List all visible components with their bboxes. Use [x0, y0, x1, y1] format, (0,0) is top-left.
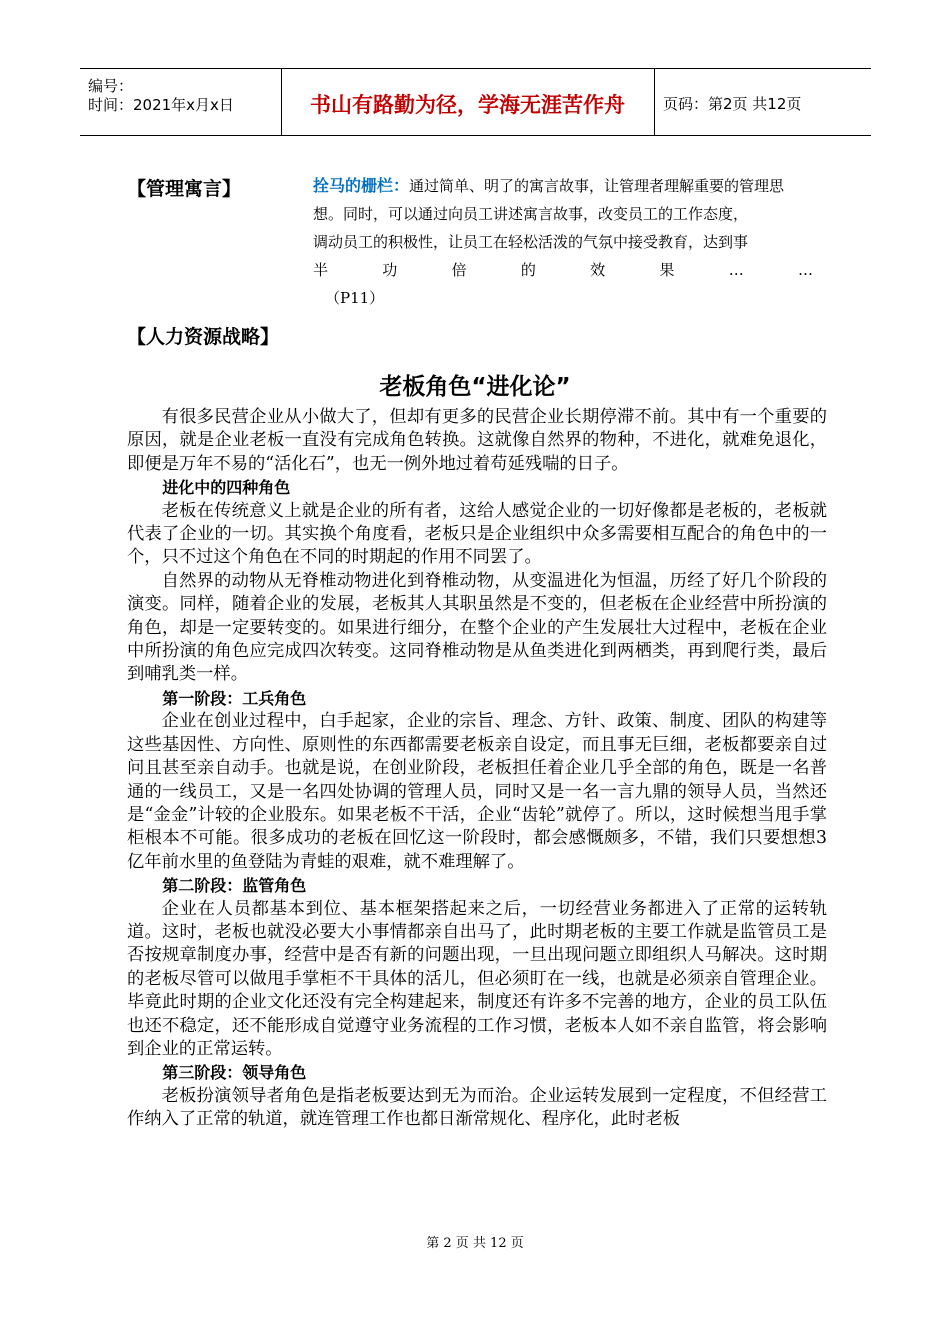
paragraph-nature: 自然界的动物从无脊椎动物进化到脊椎动物，从变温进化为恒温，历经了好几个阶段的演变。同样，随着企业的发展，老板其人其职虽然是不变的，但老板在企业经营中所扮演的角色，却是一定要转变的。如果进行细分，在整个企业的产生发展壮大过程中，老板在企业中所扮演的角色应完成四次转变。这同脊椎动物是从鱼类进化到两栖类，再到爬行类，最后到哺乳类一样。: [127, 570, 827, 685]
fable-char: 功: [382, 261, 398, 279]
fable-char: …: [797, 261, 813, 279]
article-intro: 有很多民营企业从小做大了，但却有更多的民营企业长期停滞不前。其中有一个重要的原因，就是企业老板一直没有完成角色转换。这就像自然界的物种，不进化，就难免退化，即便是万年不易的“活化石”，也无一例外地过着苟延残喘的日子。: [127, 407, 827, 474]
article-title: 老板角色“进化论”: [379, 374, 571, 400]
subheading-stage1: 第一阶段：工兵角色: [162, 688, 307, 708]
header-meta-cell: [80, 69, 282, 135]
fable-line-1: [313, 172, 828, 200]
fable-char: 半: [313, 261, 329, 279]
fable-source: （P11）: [325, 289, 385, 307]
fable-line-3: 调动员工的积极性，让员工在轻松活泼的气氛中接受教育，达到事: [313, 233, 749, 251]
header-motto: 书山有路勤为径，学海无涯苦作舟: [310, 93, 625, 117]
paragraph-stage1: 企业在创业过程中，白手起家，企业的宗旨、理念、方针、政策、制度、团队的构建等这些基因性、方向性、原则性的东西都需要老板亲自设定，而且事无巨细，老板都要亲自过问且甚至亲自动手。也就是说，在创业阶段，老板担任着企业几乎全部的角色，既是一名普通的一线员工，又是一名四处协调的管理人员，同时又是一名一言九鼎的领导人员，当然还是“金金”计较的企业股东。如果老板不干活，企业“齿轮”就停了。所以，这时候想当甩手掌柜根本不可能。很多成功的老板在回忆这一阶段时，都会感慨颇多，不错，我们只要想想3亿年前水里的鱼登陆为青蛙的艰难，就不难理解了。: [127, 711, 827, 872]
subheading-four-roles: 进化中的四种角色: [162, 478, 291, 498]
fable-char: 倍: [451, 261, 467, 279]
hr-section-label: 【人力资源战略】: [127, 326, 280, 348]
subheading-stage2: 第二阶段：监管角色: [162, 876, 307, 896]
fable-line-4: [313, 256, 813, 284]
fable-char: 的: [520, 261, 536, 279]
page-footer: 第 2 页 共 12 页: [426, 1236, 524, 1251]
paragraph-stage3: 老板扮演领导者角色是指老板要达到无为而治。企业运转发展到一定程度，不但经营工作纳入了正常的轨道，就连管理工作也都日渐常规化、程序化，此时老板: [127, 1085, 827, 1130]
header-motto-cell: [281, 69, 655, 135]
fable-block: [313, 172, 828, 312]
header-page-info: 页码：第2页 共12页: [663, 95, 802, 113]
fable-line-2: 想。同时，可以通过向员工讲述寓言故事，改变员工的工作态度，: [313, 205, 749, 223]
fable-section-label: 【管理寓言】: [127, 178, 242, 200]
fable-char: 效: [590, 261, 606, 279]
header-page-cell: [655, 69, 871, 135]
paragraph-owner: 老板在传统意义上就是企业的所有者，这给人感觉企业的一切好像都是老板的，老板就代表了企业的一切。其实换个角度看，老板只是企业组织中众多需要相互配合的角色中的一个，只不过这个角色在不同的时期起的作用不同罢了。: [127, 500, 827, 568]
article-body: [127, 406, 827, 1132]
document-number-label: 编号：: [88, 77, 134, 95]
fable-title: 拴马的栅栏：: [313, 176, 410, 195]
page-header: [80, 68, 871, 136]
fable-text-1: 通过简单、明了的寓言故事，让管理者理解重要的管理思: [409, 177, 785, 195]
subheading-stage3: 第三阶段：领导角色: [162, 1063, 307, 1083]
fable-char: 果: [659, 261, 675, 279]
paragraph-stage2: 企业在人员都基本到位、基本框架搭起来之后，一切经营业务都进入了正常的运转轨道。这时，老板也就没必要大小事情都亲自出马了，此时期老板的主要工作就是监管员工是否按规章制度办事，经营中是否有新的问题出现，一旦出现问题立即组织人马解决。这时期的老板尽管可以做甩手掌柜不干具体的活儿，但必须盯在一线，也就是必须亲自管理企业。毕竟此时期的企业文化还没有完全构建起来，制度还有许多不完善的地方，企业的员工队伍也还不稳定，还不能形成自觉遵守业务流程的工作习惯，老板本人如不亲自监管，将会影响到企业的正常运转。: [127, 898, 827, 1059]
document-date-label: 时间：2021年x月x日: [88, 96, 234, 114]
fable-char: …: [728, 261, 744, 279]
